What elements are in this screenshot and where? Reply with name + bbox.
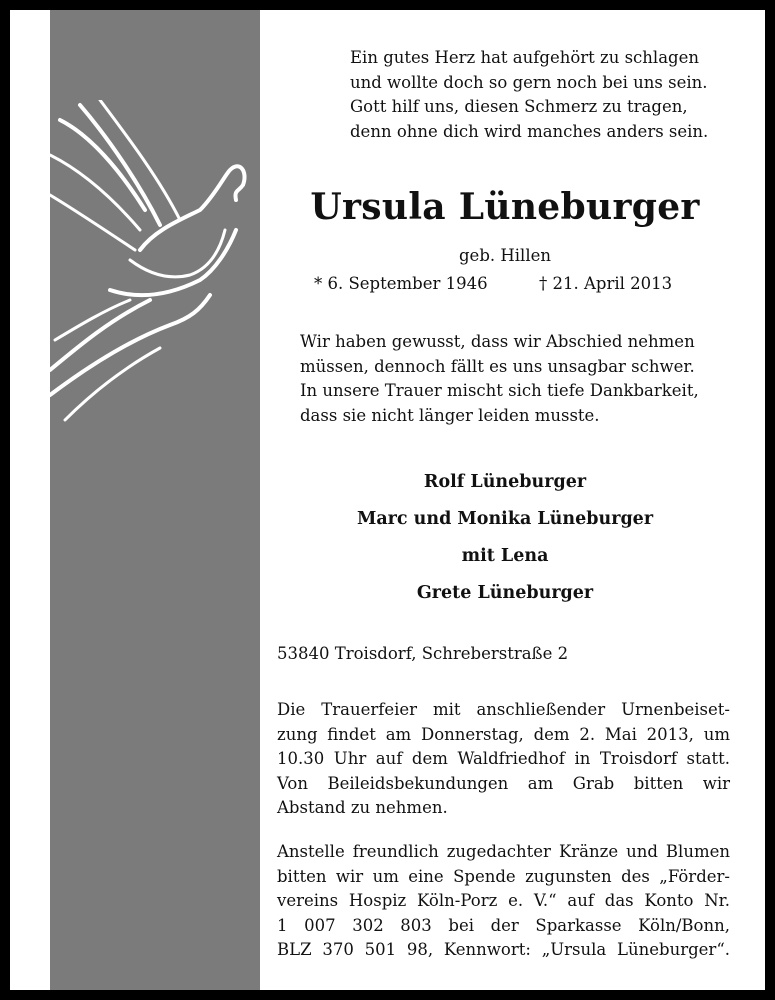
paragraph-line: BLZ 370 501 98, Kennwort: „Ursula Lüneburger“.	[277, 940, 730, 959]
family-member: Rolf Lüneburger	[423, 472, 587, 492]
family-member: Marc und Monika Lüneburger	[356, 509, 654, 529]
maiden-name: geb. Hillen	[459, 246, 551, 265]
paragraph-line: Von Beileidsbekundungen am Grab bitten wir	[277, 773, 730, 793]
poem	[350, 46, 750, 144]
family-member: mit Lena	[461, 546, 549, 566]
address: 53840 Troisdorf, Schreberstraße 2	[277, 644, 569, 663]
deceased-name: Ursula Lüneburger	[310, 186, 700, 228]
family-member: Grete Lüneburger	[416, 583, 594, 603]
service-paragraph	[277, 698, 730, 821]
poem-line: Gott hilf uns, diesen Schmerz zu tragen,	[350, 97, 688, 116]
poem-line: Ein gutes Herz hat aufgehört zu schlagen	[350, 48, 699, 67]
paragraph-line: 1 007 302 803 bei der Sparkasse Köln/Bonn,	[277, 915, 730, 935]
quote-line: Wir haben gewusst, dass wir Abschied nehmen	[300, 332, 695, 351]
paragraph-line: Die Trauerfeier mit anschließender Urnenbeiset-	[277, 700, 730, 719]
donation-paragraph	[277, 840, 730, 963]
quote-line: dass sie nicht länger leiden musste.	[300, 405, 600, 425]
family-names	[260, 464, 750, 612]
paragraph-line: bitten wir um eine Spende zugunsten des „Förder-	[277, 866, 730, 886]
paragraph-line: 10.30 Uhr auf dem Waldfriedhof in Troisdorf statt.	[277, 749, 730, 768]
paragraph-line: Anstelle freundlich zugedachter Kränze und Blumen	[277, 842, 730, 861]
paragraph-line: zung findet am Donnerstag, dem 2. Mai 2013, um	[277, 724, 730, 744]
obituary-content	[10, 10, 765, 990]
death-date: † 21. April 2013	[539, 274, 673, 293]
poem-line: denn ohne dich wird manches anders sein.	[350, 121, 709, 141]
paragraph-line: vereins Hospiz Köln-Porz e. V.“ auf das Konto Nr.	[277, 891, 730, 910]
quote-line: In unsere Trauer mischt sich tiefe Dankbarkeit,	[300, 381, 699, 400]
paragraph-line: Abstand zu nehmen.	[277, 798, 448, 817]
farewell-quote	[300, 330, 740, 428]
quote-line: müssen, dennoch fällt es uns unsagbar schwer.	[300, 356, 695, 376]
birth-date: * 6. September 1946	[314, 274, 488, 293]
poem-line: und wollte doch so gern noch bei uns sein.	[350, 72, 708, 92]
